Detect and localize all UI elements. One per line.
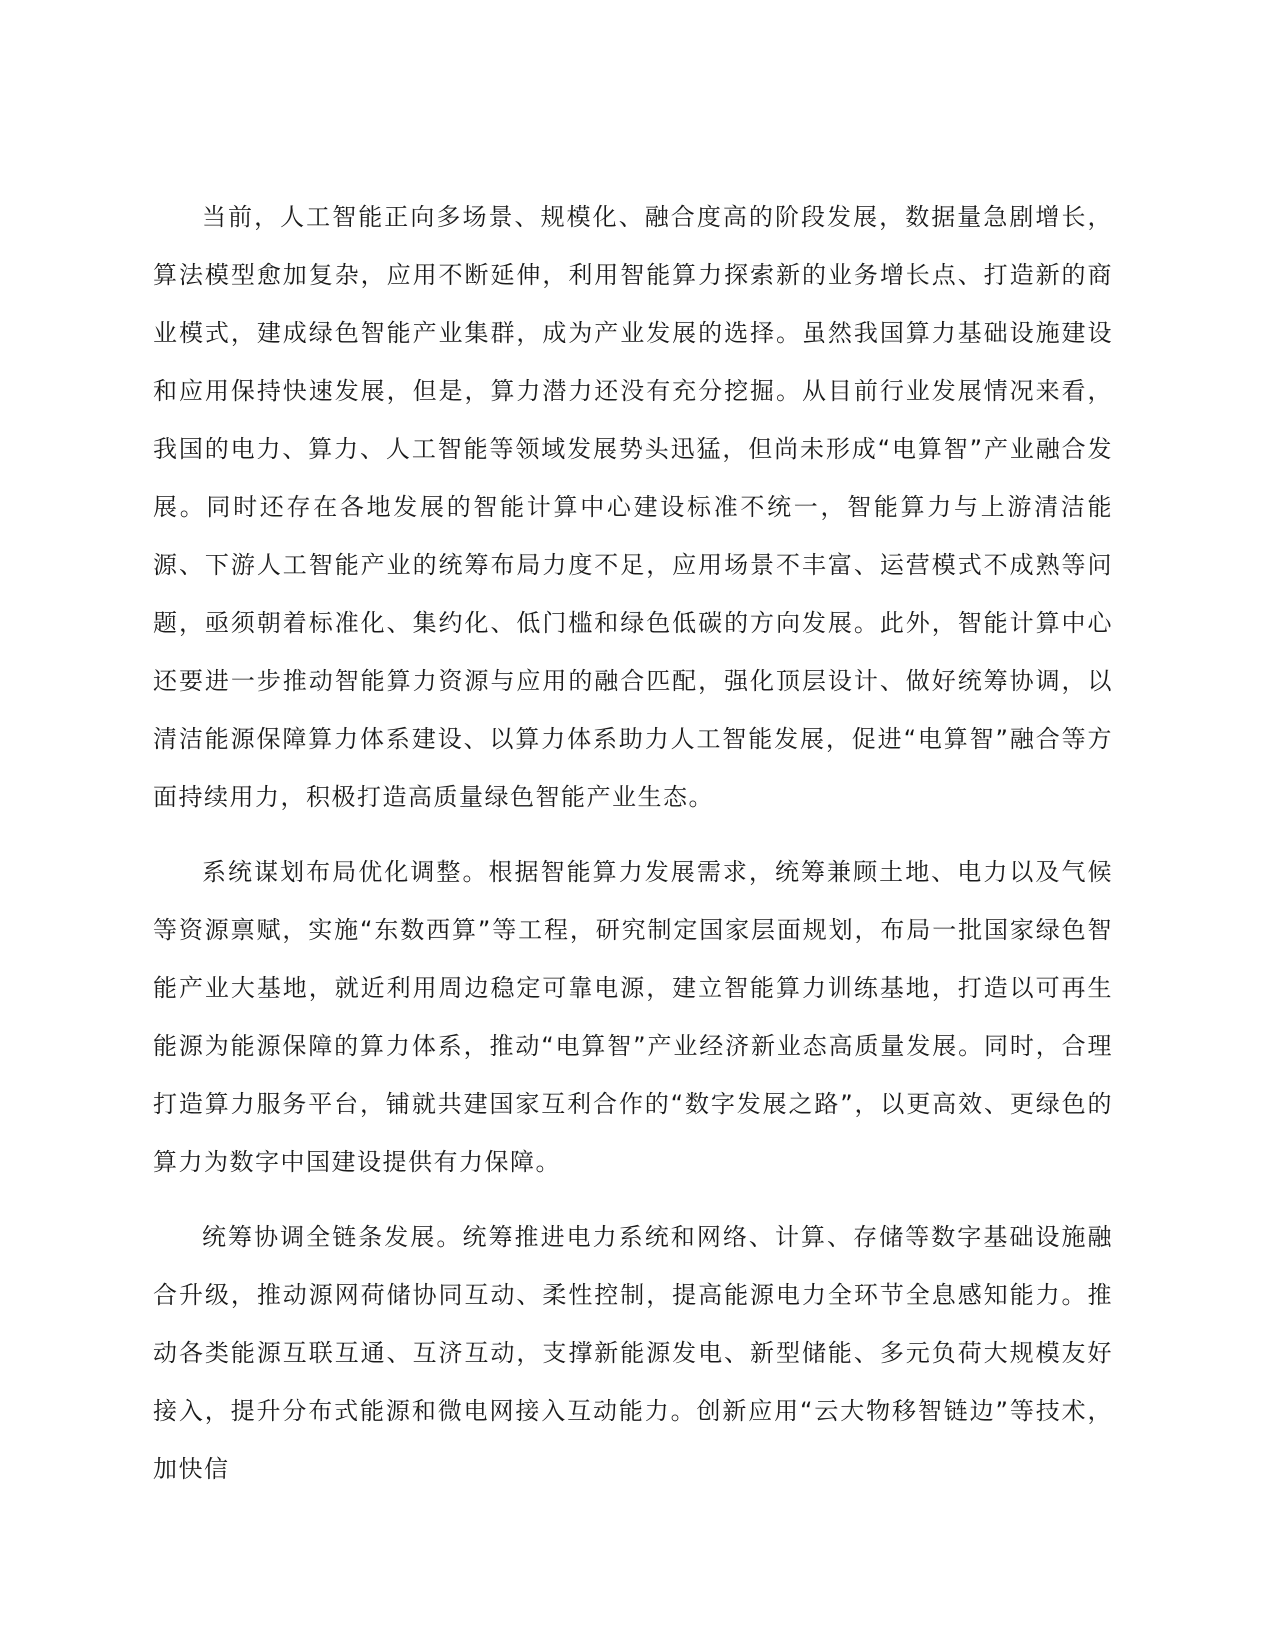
document-page: [153, 188, 1113, 1515]
paragraph-intro: 当前，人工智能正向多场景、规模化、融合度高的阶段发展，数据量急剧增长，算法模型愈加复杂，应用不断延伸，利用智能算力探索新的业务增长点、打造新的商业模式，建成绿色智能产业集群，成为产业发展的选择。虽然我国算力基础设施建设和应用保持快速发展，但是，算力潜力还没有充分挖掘。从目前行业发展情况来看，我国的电力、算力、人工智能等领域发展势头迅猛，但尚未形成“电算智”产业融合发展。同时还存在各地发展的智能计算中心建设标准不统一，智能算力与上游清洁能源、下游人工智能产业的统筹布局力度不足，应用场景不丰富、运营模式不成熟等问题，亟须朝着标准化、集约化、低门槛和绿色低碳的方向发展。此外，智能计算中心还要进一步推动智能算力资源与应用的融合匹配，强化顶层设计、做好统筹协调，以清洁能源保障算力体系建设、以算力体系助力人工智能发展，促进“电算智”融合等方面持续用力，积极打造高质量绿色智能产业生态。: [153, 203, 1113, 811]
paragraph-layout-planning: 系统谋划布局优化调整。根据智能算力发展需求，统筹兼顾土地、电力以及气候等资源禀赋，实施“东数西算”等工程，研究制定国家层面规划，布局一批国家绿色智能产业大基地，就近利用周边稳定可靠电源，建立智能算力训练基地，打造以可再生能源为能源保障的算力体系，推动“电算智”产业经济新业态高质量发展。同时，合理打造算力服务平台，铺就共建国家互利合作的“数字发展之路”，以更高效、更绿色的算力为数字中国建设提供有力保障。: [153, 858, 1113, 1176]
paragraph-chain-coordination: 统筹协调全链条发展。统筹推进电力系统和网络、计算、存储等数字基础设施融合升级，推动源网荷储协同互动、柔性控制，提高能源电力全环节全息感知能力。推动各类能源互联互通、互济互动，支撑新能源发电、新型储能、多元负荷大规模友好接入，提升分布式能源和微电网接入互动能力。创新应用“云大物移智链边”等技术，加快信: [153, 1223, 1113, 1483]
